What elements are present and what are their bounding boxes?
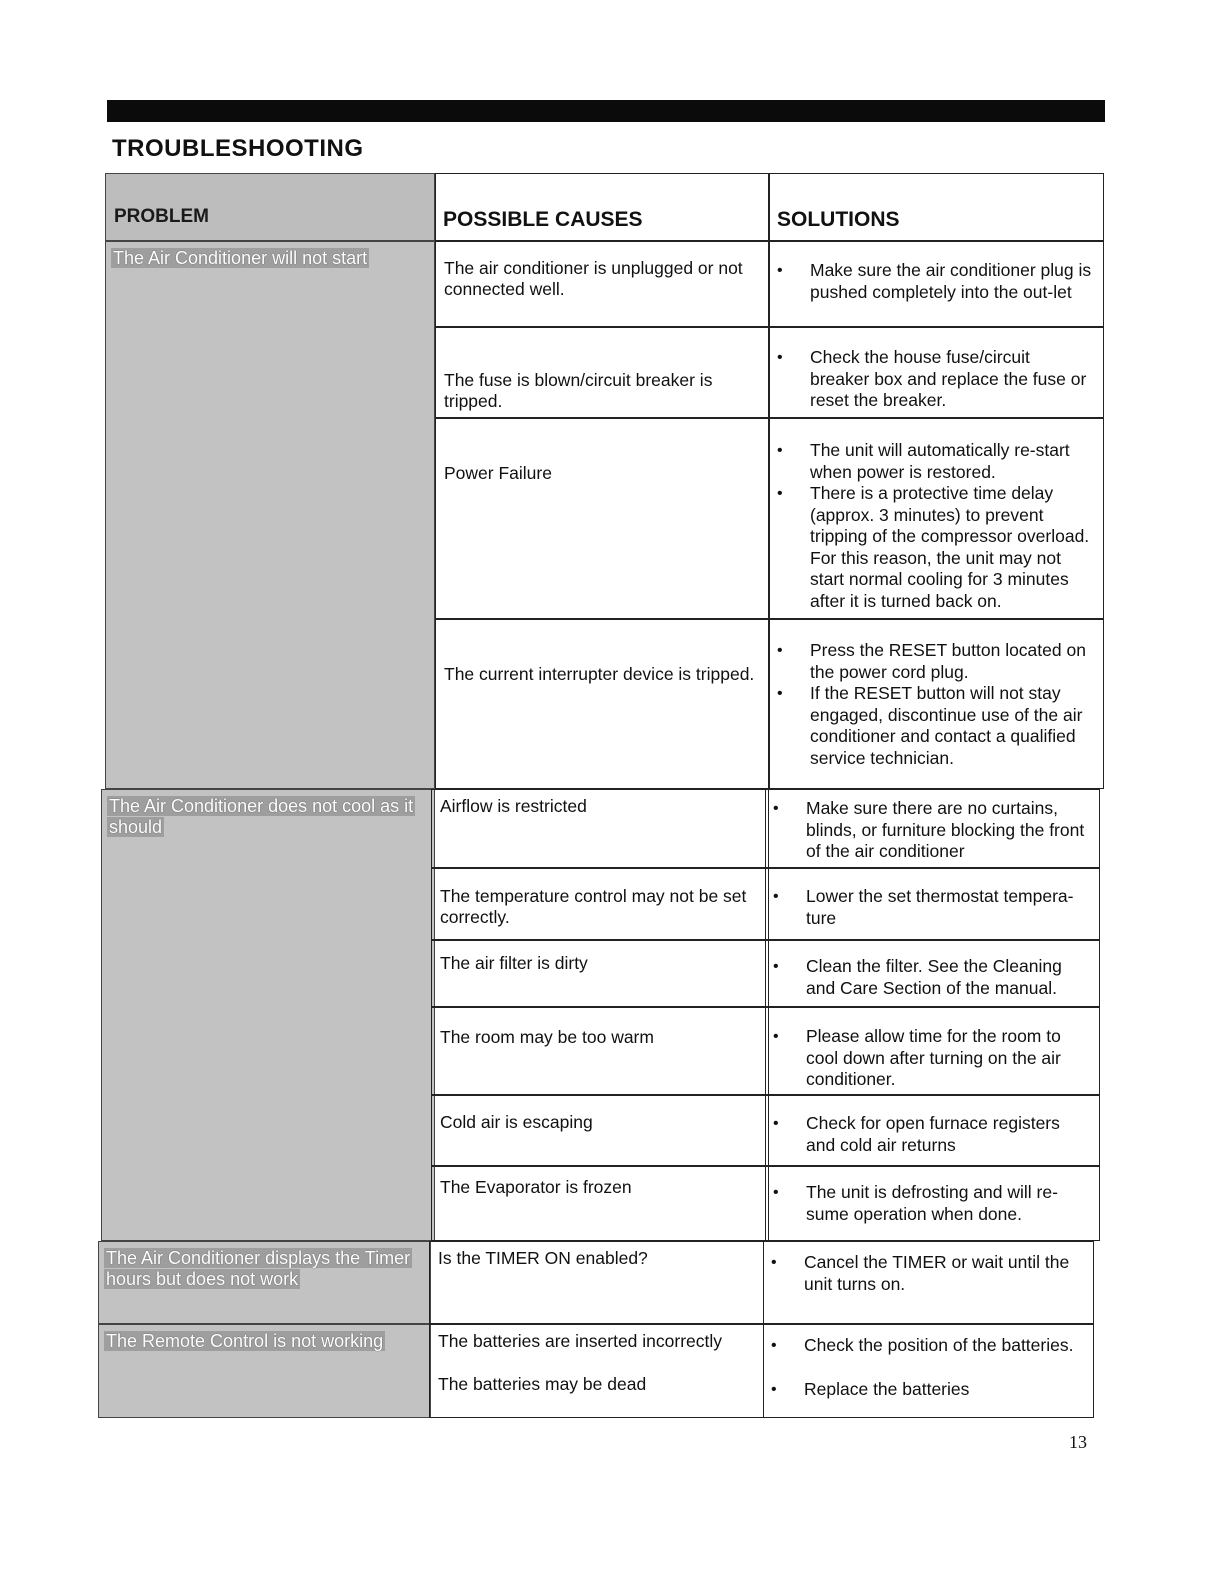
- solution-cell: [765, 868, 1100, 940]
- solution-cell: [765, 789, 1100, 868]
- cause-cell: [431, 940, 769, 1007]
- solution-item: • Check the house fuse/circuit breaker box and replace the fuse or reset the breaker.: [770, 347, 1100, 412]
- cause-text: Power Failure: [444, 463, 552, 483]
- solution-item: • Check the position of the batteries.: [764, 1335, 1094, 1357]
- solution-item: • Make sure the air conditioner plug is pushed completely into the out-let: [770, 260, 1100, 303]
- problem-cell: [98, 1324, 431, 1418]
- solution-item: • Press the RESET button located on the power cord plug.: [770, 640, 1100, 683]
- solution-cell: [763, 1241, 1094, 1324]
- solution-list: [770, 260, 1100, 303]
- solution-cell: [765, 1007, 1100, 1095]
- solution-item: • Replace the batteries: [764, 1379, 1094, 1401]
- cause-text: The room may be too warm: [440, 1027, 654, 1047]
- solution-list: [766, 1113, 1096, 1156]
- solution-list: [766, 798, 1096, 863]
- solution-cell: [765, 1095, 1100, 1166]
- solution-item: • Cancel the TIMER or wait until the unit turns on.: [764, 1252, 1094, 1295]
- solution-item: • Please allow time for the room to cool down after turning on the air conditioner.: [766, 1026, 1096, 1091]
- cause-cell: [435, 418, 769, 619]
- solution-list: [770, 347, 1100, 412]
- cause-cell: [431, 868, 769, 940]
- problem-label: The Remote Control is not working: [106, 1331, 384, 1351]
- cause-cell: [435, 619, 769, 789]
- page-title: TROUBLESHOOTING: [112, 135, 364, 162]
- cause-cell: [431, 1166, 769, 1241]
- solution-cell: [763, 1324, 1094, 1418]
- page-number: 13: [1069, 1432, 1087, 1452]
- cause-cell: [431, 1007, 769, 1095]
- cause-text: Is the TIMER ON enabled?: [438, 1248, 648, 1268]
- cause-cell: [429, 1241, 764, 1324]
- header-problem-label: PROBLEM: [114, 206, 209, 227]
- solution-item: • Make sure there are no curtains, blinds, or furniture blocking the front of the air conditioner: [766, 798, 1096, 863]
- problem-cell: [98, 1241, 431, 1324]
- solution-list: [766, 956, 1096, 999]
- solution-item: • Lower the set thermostat tempera-ture: [766, 886, 1096, 929]
- solution-list: [764, 1379, 1094, 1401]
- solution-cell: [765, 940, 1100, 1007]
- header-problem: [105, 173, 435, 241]
- cause-text: The Evaporator is frozen: [440, 1177, 632, 1197]
- solution-item: • If the RESET button will not stay engaged, discontinue use of the air conditioner and contact a qualified service technician.: [770, 683, 1100, 769]
- header-causes-label: POSSIBLE CAUSES: [443, 208, 643, 231]
- troubleshooting-table: [98, 173, 1104, 1418]
- cause-text: Cold air is escaping: [440, 1112, 593, 1132]
- solution-cell: [769, 418, 1104, 619]
- cause-text: The air filter is dirty: [440, 953, 588, 973]
- cause-text: The batteries are inserted incorrectly: [438, 1331, 723, 1351]
- cause-text: The air conditioner is unplugged or not connected well.: [444, 258, 743, 299]
- solution-list: [764, 1335, 1094, 1357]
- problem-label: The Air Conditioner does not cool as it should: [109, 796, 414, 837]
- header-possible-causes: [435, 173, 769, 241]
- solution-item: • Clean the filter. See the Cleaning and Care Section of the manual.: [766, 956, 1096, 999]
- problem-cell: [105, 241, 435, 789]
- problem-cell: [101, 789, 435, 1241]
- cause-cell: [429, 1324, 764, 1418]
- solution-list: [770, 440, 1100, 612]
- cause-text: The batteries may be dead: [438, 1374, 647, 1394]
- solution-cell: [769, 619, 1104, 789]
- solution-list: [764, 1252, 1094, 1295]
- solution-cell: [765, 1166, 1100, 1241]
- header-solutions: [769, 173, 1104, 241]
- cause-cell: [431, 789, 769, 868]
- solution-item: • The unit will automatically re-start when power is restored.: [770, 440, 1100, 483]
- solution-item: • There is a protective time delay (approx. 3 minutes) to prevent tripping of the compressor overload. For this reason, the unit may not start normal cooling for 3 minutes after it is turned back on.: [770, 483, 1100, 612]
- solution-list: [766, 1182, 1096, 1225]
- cause-text: The fuse is blown/circuit breaker is tripped.: [444, 370, 713, 411]
- header-solutions-label: SOLUTIONS: [777, 208, 900, 231]
- solution-list: [766, 886, 1096, 929]
- solution-cell: [769, 241, 1104, 327]
- header-rule: [107, 100, 1105, 122]
- cause-text: The temperature control may not be set correctly.: [440, 886, 747, 927]
- solution-list: [766, 1026, 1096, 1091]
- cause-text: The current interrupter device is tripped.: [444, 664, 755, 684]
- cause-cell: [435, 241, 769, 327]
- problem-label: The Air Conditioner will not start: [113, 248, 368, 268]
- cause-cell: [435, 327, 769, 418]
- solution-cell: [769, 327, 1104, 418]
- problem-label: The Air Conditioner displays the Timer hours but does not work: [106, 1248, 411, 1289]
- cause-text: Airflow is restricted: [440, 796, 587, 816]
- solution-item: • The unit is defrosting and will re-sume operation when done.: [766, 1182, 1096, 1225]
- cause-cell: [431, 1095, 769, 1166]
- solution-list: [770, 640, 1100, 769]
- solution-item: • Check for open furnace registers and cold air returns: [766, 1113, 1096, 1156]
